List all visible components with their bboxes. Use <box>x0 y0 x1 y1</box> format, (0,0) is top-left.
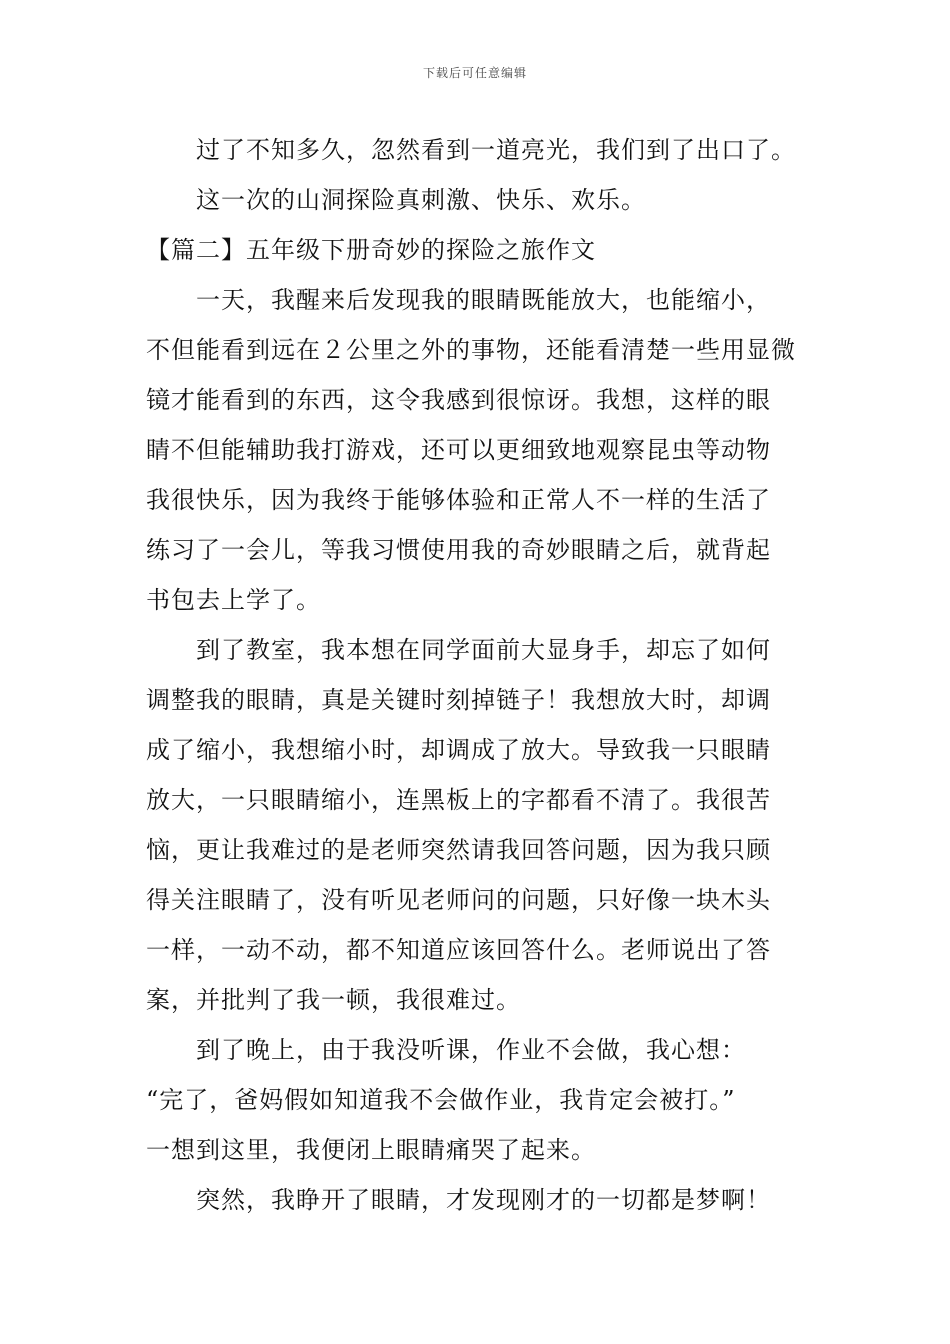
text-line-17: 一样，一动不动，都不知道应该回答什么。老师说出了答 <box>146 936 771 964</box>
text-line-5: 不但能看到远在２公里之外的事物，还能看清楚一些用显微 <box>146 336 796 364</box>
text-line-6: 镜才能看到的东西，这令我感到很惊讶。我想，这样的眼 <box>146 386 771 414</box>
text-line-7: 睛不但能辅助我打游戏，还可以更细致地观察昆虫等动物 <box>146 436 771 464</box>
text-line-15: 恼，更让我难过的是老师突然请我回答问题，因为我只顾 <box>146 836 771 864</box>
text-line-1: 过了不知多久，忽然看到一道亮光，我们到了出口了。 <box>196 136 796 164</box>
text-line-4: 一天，我醒来后发现我的眼睛既能放大，也能缩小， <box>196 286 771 314</box>
text-line-13: 成了缩小，我想缩小时，却调成了放大。导致我一只眼睛 <box>146 736 771 764</box>
text-line-9: 练习了一会儿，等我习惯使用我的奇妙眼睛之后，就背起 <box>146 536 771 564</box>
text-line-14: 放大，一只眼睛缩小，连黑板上的字都看不清了。我很苦 <box>146 786 771 814</box>
text-line-11: 到了教室，我本想在同学面前大显身手，却忘了如何 <box>196 636 771 664</box>
text-line-20: “完了，爸妈假如知道我不会做作业，我肯定会被打。” <box>146 1086 736 1114</box>
text-line-21: 一想到这里，我便闭上眼睛痛哭了起来。 <box>146 1136 596 1164</box>
text-line-12: 调整我的眼睛，真是关键时刻掉链子！我想放大时，却调 <box>146 686 771 714</box>
text-line-16: 得关注眼睛了，没有听见老师问的问题，只好像一块木头 <box>146 886 771 914</box>
text-line-8: 我很快乐，因为我终于能够体验和正常人不一样的生活了 <box>146 486 771 514</box>
text-line-10: 书包去上学了。 <box>146 586 321 614</box>
text-line-22: 突然，我睁开了眼睛，才发现刚才的一切都是梦啊！ <box>196 1186 771 1214</box>
header-note: 下载后可任意编辑 <box>422 66 527 80</box>
text-line-19: 到了晚上，由于我没听课，作业不会做，我心想： <box>196 1036 746 1064</box>
text-line-2: 这一次的山洞探险真刺激、快乐、欢乐。 <box>196 186 646 214</box>
text-line-18: 案，并批判了我一顿，我很难过。 <box>146 986 521 1014</box>
section-heading: 【篇二】五年级下册奇妙的探险之旅作文 <box>146 236 596 264</box>
